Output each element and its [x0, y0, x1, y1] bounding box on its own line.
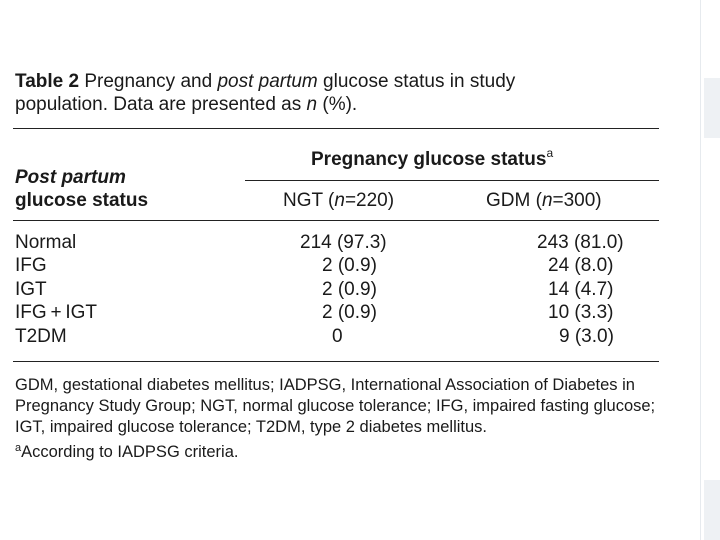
spanner-text: Pregnancy glucose status — [311, 149, 547, 170]
col-n: n — [541, 190, 553, 211]
table-caption — [15, 70, 665, 116]
cell-gdm: 14 (4.7) — [548, 279, 614, 300]
stub-header — [15, 166, 148, 212]
edge-marker — [704, 480, 720, 540]
table-label: Table 2 — [15, 71, 80, 92]
col-count: =300) — [552, 190, 602, 211]
top-rule — [13, 128, 659, 129]
row-label: T2DM — [15, 326, 67, 347]
cell-gdm: 10 (3.3) — [548, 302, 614, 323]
header-rule — [13, 220, 659, 221]
spanner-rule — [245, 180, 659, 181]
caption-text: population. Data are presented as — [15, 94, 307, 115]
col-n: n — [334, 190, 345, 211]
caption-text: glucose status in study — [317, 71, 516, 92]
column-header-ngt — [283, 190, 394, 212]
row-label: Normal — [15, 232, 77, 253]
row-label: IGT — [15, 279, 47, 300]
col-label: NGT ( — [283, 190, 335, 211]
stub-header-line1: Post partum — [15, 167, 126, 188]
caption-text: Pregnancy and — [84, 71, 218, 92]
col-label: GDM ( — [486, 190, 542, 211]
cell-ngt: 2 (0.9) — [322, 302, 377, 323]
cell-gdm: 243 (81.0) — [537, 232, 624, 253]
col-count: =220) — [344, 190, 395, 211]
bottom-rule — [13, 361, 659, 362]
table-footnote — [15, 375, 665, 463]
edge-marker — [704, 78, 720, 138]
spanner-footnote-mark: a — [546, 146, 554, 160]
caption-italic: post partum — [217, 71, 318, 92]
cell-gdm: 9 (3.0) — [559, 326, 614, 347]
caption-italic: n — [306, 94, 318, 115]
row-label: IFG — [15, 255, 47, 276]
cell-ngt: 2 (0.9) — [322, 255, 377, 276]
footnote-mark: a — [15, 442, 22, 454]
cell-ngt: 214 (97.3) — [300, 232, 387, 253]
footnote-abbreviations: GDM, gestational diabetes mellitus; IADPSG, International Association of Diabetes in Pregnancy Study Group; NGT, normal glucose tolerance; IFG, impaired fasting glucose; IGT, impaired glucose tolerance; T2DM, type 2 diabetes mellitus. — [15, 376, 656, 436]
row-label: IFG + IGT — [15, 302, 98, 323]
cell-gdm: 24 (8.0) — [548, 255, 614, 276]
column-header-gdm — [486, 190, 602, 212]
cell-ngt: 0 — [332, 326, 343, 347]
column-spanner — [311, 146, 553, 171]
caption-text: (%). — [317, 94, 358, 115]
stub-header-line2: glucose status — [15, 190, 149, 211]
footnote-note: According to IADPSG criteria. — [21, 443, 239, 461]
cell-ngt: 2 (0.9) — [322, 279, 377, 300]
